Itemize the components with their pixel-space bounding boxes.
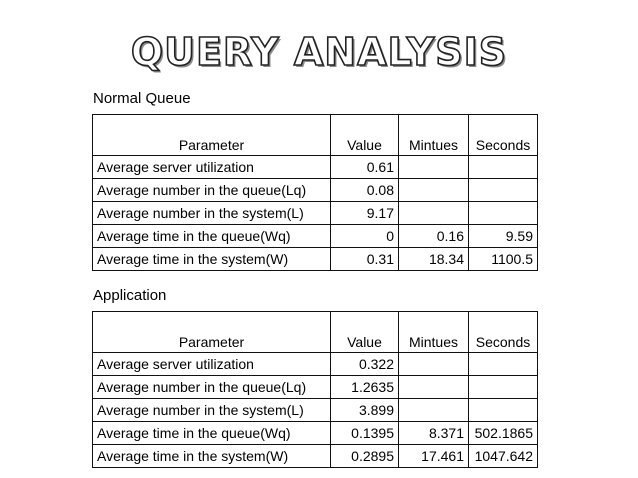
parameter-cell: Average time in the queue(Wq) (93, 422, 331, 445)
header-parameter: Parameter (93, 115, 331, 156)
seconds-cell (469, 202, 538, 225)
normal-queue-label: Normal Queue (93, 90, 191, 107)
value-cell: 0.322 (331, 353, 399, 376)
seconds-cell (469, 353, 538, 376)
minutes-cell: 8.371 (399, 422, 469, 445)
table-row (93, 202, 538, 225)
value-cell: 0.2895 (331, 445, 399, 468)
parameter-cell: Average number in the queue(Lq) (93, 376, 331, 399)
header-value: Value (331, 115, 399, 156)
application-table (92, 311, 538, 468)
minutes-cell (399, 202, 469, 225)
application-label: Application (93, 287, 167, 304)
minutes-cell: 18.34 (399, 248, 469, 271)
table-header-row (93, 312, 538, 353)
seconds-cell: 1100.5 (469, 248, 538, 271)
parameter-cell: Average time in the system(W) (93, 445, 331, 468)
table-row (93, 422, 538, 445)
header-seconds: Seconds (469, 115, 538, 156)
minutes-cell (399, 156, 469, 179)
seconds-cell (469, 376, 538, 399)
parameter-cell: Average server utilization (93, 156, 331, 179)
header-parameter: Parameter (93, 312, 331, 353)
parameter-cell: Average number in the system(L) (93, 202, 331, 225)
parameter-cell: Average time in the system(W) (93, 248, 331, 271)
minutes-cell (399, 376, 469, 399)
minutes-cell: 17.461 (399, 445, 469, 468)
table-row (93, 399, 538, 422)
header-value: Value (331, 312, 399, 353)
minutes-cell: 0.16 (399, 225, 469, 248)
header-seconds: Seconds (469, 312, 538, 353)
page-title: QUERY ANALYSIS (130, 30, 508, 74)
header-minutes: Mintues (399, 115, 469, 156)
value-cell: 0.31 (331, 248, 399, 271)
minutes-cell (399, 179, 469, 202)
table-row (93, 179, 538, 202)
seconds-cell: 9.59 (469, 225, 538, 248)
value-cell: 1.2635 (331, 376, 399, 399)
value-cell: 0.1395 (331, 422, 399, 445)
table-header-row (93, 115, 538, 156)
table-row (93, 225, 538, 248)
parameter-cell: Average number in the system(L) (93, 399, 331, 422)
value-cell: 0.61 (331, 156, 399, 179)
normal-queue-table (92, 114, 538, 271)
table-row (93, 248, 538, 271)
table-row (93, 376, 538, 399)
table-row (93, 445, 538, 468)
minutes-cell (399, 399, 469, 422)
seconds-cell (469, 156, 538, 179)
seconds-cell (469, 399, 538, 422)
value-cell: 0.08 (331, 179, 399, 202)
value-cell: 9.17 (331, 202, 399, 225)
table-row (93, 353, 538, 376)
header-minutes: Mintues (399, 312, 469, 353)
seconds-cell: 502.1865 (469, 422, 538, 445)
parameter-cell: Average server utilization (93, 353, 331, 376)
seconds-cell: 1047.642 (469, 445, 538, 468)
table-row (93, 156, 538, 179)
value-cell: 0 (331, 225, 399, 248)
seconds-cell (469, 179, 538, 202)
parameter-cell: Average number in the queue(Lq) (93, 179, 331, 202)
value-cell: 3.899 (331, 399, 399, 422)
minutes-cell (399, 353, 469, 376)
parameter-cell: Average time in the queue(Wq) (93, 225, 331, 248)
